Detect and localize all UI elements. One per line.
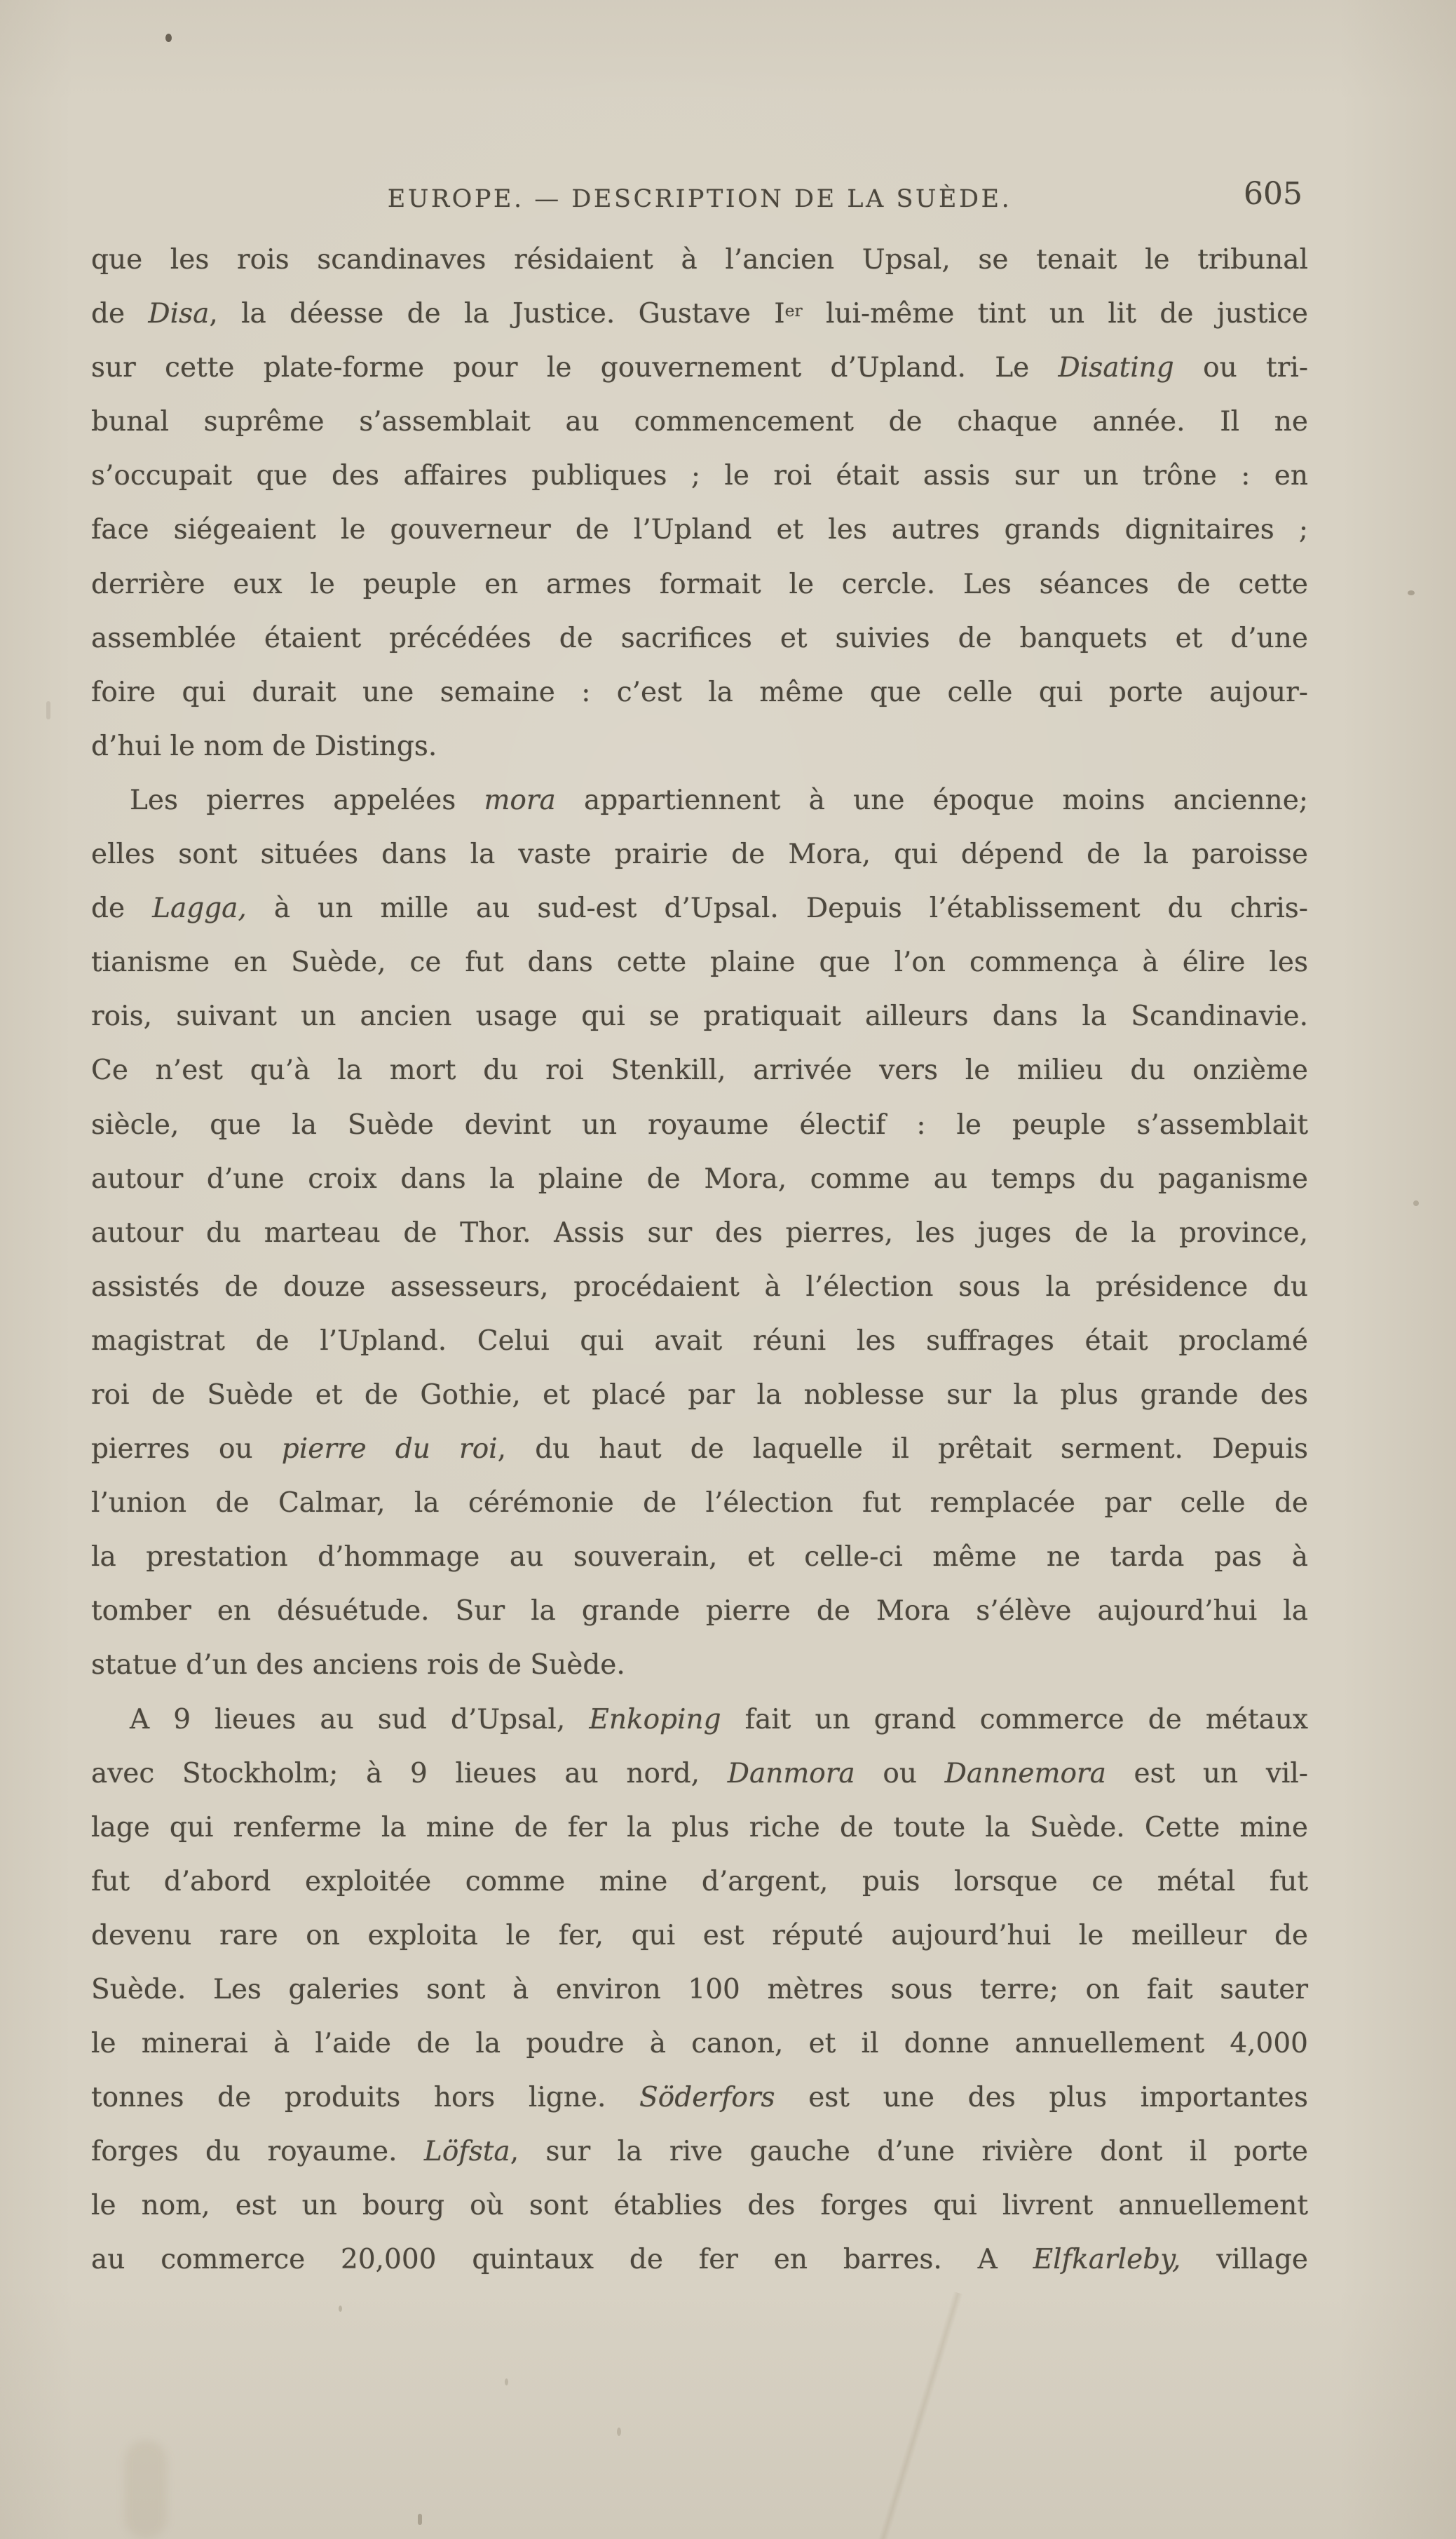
paper-speck xyxy=(418,2514,422,2525)
running-header xyxy=(91,184,1308,215)
text-line: d’hui le nom de Distings. xyxy=(91,730,437,762)
paper-speck xyxy=(165,34,172,42)
text-line: avec Stockholm; à 9 lieues au nord, Danmora ou Dannemora est un vil- xyxy=(91,1757,1308,1789)
text-line: devenu rare on exploita le fer, qui est réputé aujourd’hui le meilleur de xyxy=(91,1919,1308,1951)
text-line: derrière eux le peuple en armes formait le cercle. Les séances de cette xyxy=(91,568,1308,600)
text-line: sur cette plate-forme pour le gouvernement d’Upland. Le Disating ou tri- xyxy=(91,352,1309,384)
text-line: l’union de Calmar, la cérémonie de l’élection fut remplacée par celle de xyxy=(91,1487,1308,1519)
paper-smudge xyxy=(125,2440,167,2539)
text-line: au commerce 20,000 quintaux de fer en barres. A Elfkarleby, village xyxy=(91,2244,1308,2276)
text-line: foire qui durait une semaine : c’est la même que celle qui porte aujour- xyxy=(91,676,1308,708)
page-number: 605 xyxy=(1244,176,1302,212)
page-body xyxy=(91,233,1308,2287)
text-line: le minerai à l’aide de la poudre à canon, et il donne annuellement 4,000 xyxy=(91,2028,1308,2060)
text-line: autour d’une croix dans la plaine de Mora, comme au temps du paganisme xyxy=(91,1163,1308,1195)
text-line: A 9 lieues au sud d’Upsal, Enkoping fait un grand commerce de métaux xyxy=(130,1703,1308,1735)
paper-speck xyxy=(339,2306,342,2312)
paper-crease xyxy=(871,2291,962,2539)
paper-speck xyxy=(505,2378,508,2385)
text-line: que les rois scandinaves résidaient à l’ancien Upsal, se tenait le tribunal xyxy=(91,244,1308,276)
text-line: de Lagga, à un mille au sud-est d’Upsal. Depuis l’établissement du chris- xyxy=(91,893,1308,925)
text-line: la prestation d’hommage au souverain, et celle-ci même ne tarda pas à xyxy=(91,1541,1308,1573)
text-line: s’occupait que des affaires publiques ; le roi était assis sur un trône : en xyxy=(91,460,1308,492)
text-line: bunal suprême s’assemblait au commencement de chaque année. Il ne xyxy=(91,406,1308,438)
text-line: pierres ou pierre du roi, du haut de laquelle il prêtait serment. Depuis xyxy=(91,1433,1309,1465)
text-line: forges du royaume. Löfsta, sur la rive gauche d’une rivière dont il porte xyxy=(91,2136,1309,2168)
text-line: lage qui renferme la mine de fer la plus riche de toute la Suède. Cette mine xyxy=(91,1811,1308,1843)
text-line: de Disa, la déesse de la Justice. Gustave Ier lui-même tint un lit de justice xyxy=(91,298,1308,330)
text-line: tianisme en Suède, ce fut dans cette plaine que l’on commença à élire les xyxy=(91,947,1308,979)
text-line: assemblée étaient précédées de sacrifices et suivies de banquets et d’une xyxy=(91,622,1308,654)
text-line: Les pierres appelées mora appartiennent à une époque moins ancienne; xyxy=(130,784,1308,816)
text-line: autour du marteau de Thor. Assis sur des pierres, les juges de la province, xyxy=(91,1217,1308,1249)
text-line: rois, suivant un ancien usage qui se pratiquait ailleurs dans la Scandinavie. xyxy=(91,1001,1308,1033)
text-line: roi de Suède et de Gothie, et placé par la noblesse sur la plus grande des xyxy=(91,1379,1308,1411)
text-line: siècle, que la Suède devint un royaume électif : le peuple s’assemblait xyxy=(91,1109,1308,1141)
text-line: face siégeaient le gouverneur de l’Upland et les autres grands dignitaires ; xyxy=(91,514,1308,546)
header-title: EUROPE. — DESCRIPTION DE LA SUÈDE. xyxy=(387,185,1012,213)
text-line: elles sont situées dans la vaste prairie de Mora, qui dépend de la paroisse xyxy=(91,839,1308,871)
paper-speck xyxy=(46,701,50,719)
text-line: Ce n’est qu’à la mort du roi Stenkill, arrivée vers le milieu du onzième xyxy=(91,1055,1308,1087)
paper-speck xyxy=(1408,590,1415,595)
text-line: statue d’un des anciens rois de Suède. xyxy=(91,1649,625,1681)
text-line: assistés de douze assesseurs, procédaient à l’élection sous la présidence du xyxy=(91,1271,1308,1303)
text-line: Suède. Les galeries sont à environ 100 mètres sous terre; on fait sauter xyxy=(91,1974,1308,2005)
text-line: magistrat de l’Upland. Celui qui avait réuni les suffrages était proclamé xyxy=(91,1325,1308,1357)
text-line: le nom, est un bourg où sont établies des forges qui livrent annuellement xyxy=(91,2190,1308,2222)
paper-speck xyxy=(617,2428,621,2436)
text-line: fut d’abord exploitée comme mine d’argent, puis lorsque ce métal fut xyxy=(91,1865,1308,1897)
paper-speck xyxy=(1413,1200,1419,1206)
text-line: tonnes de produits hors ligne. Söderfors est une des plus importantes xyxy=(91,2082,1308,2114)
text-line: tomber en désuétude. Sur la grande pierre de Mora s’élève aujourd’hui la xyxy=(91,1595,1308,1627)
